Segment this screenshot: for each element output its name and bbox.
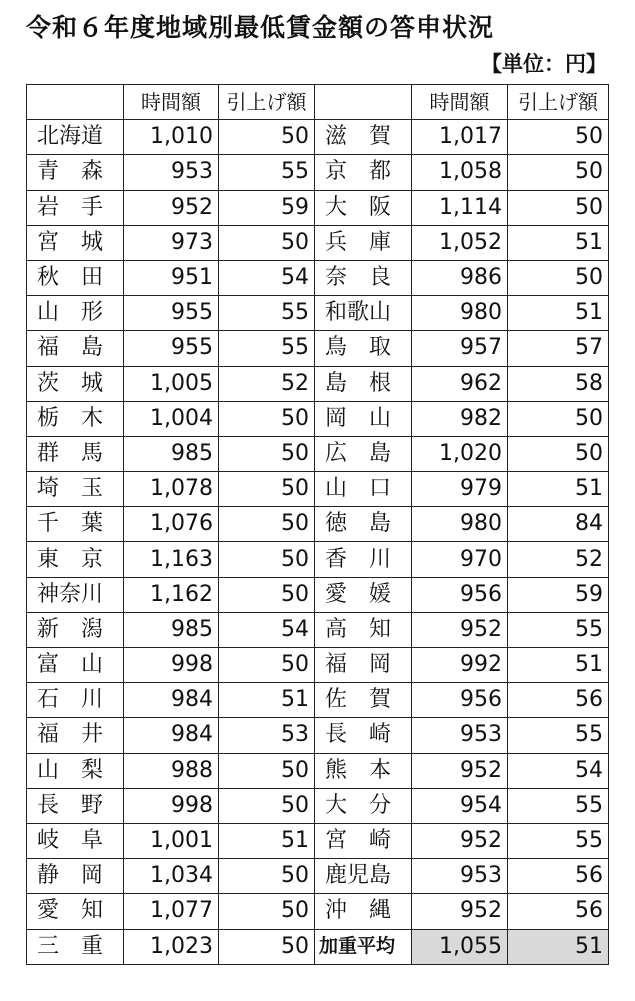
- table-row: [27, 366, 609, 401]
- table-row: [27, 612, 609, 647]
- wage-increase: 55: [508, 612, 609, 647]
- hourly-wage: 973: [124, 225, 219, 260]
- hourly-wage: 1,076: [124, 507, 219, 542]
- hourly-wage: 1,023: [124, 929, 219, 964]
- weighted-average-label: 加重平均: [315, 929, 412, 964]
- wage-increase: 53: [219, 718, 315, 753]
- prefecture-name: 島 根: [315, 366, 412, 401]
- wage-increase: 50: [219, 859, 315, 894]
- prefecture-name: 山 形: [27, 296, 124, 331]
- prefecture-name: 青 森: [27, 155, 124, 190]
- wage-increase: 50: [219, 929, 315, 964]
- wage-increase: 59: [508, 577, 609, 612]
- table-row: [27, 331, 609, 366]
- hourly-wage: 1,004: [124, 401, 219, 436]
- prefecture-name: 三 重: [27, 929, 124, 964]
- wage-increase: 51: [219, 823, 315, 858]
- prefecture-name: 東 京: [27, 542, 124, 577]
- table-row: [27, 753, 609, 788]
- wage-increase: 50: [219, 401, 315, 436]
- wage-increase: 50: [508, 436, 609, 471]
- hourly-wage: 984: [124, 683, 219, 718]
- header-hourly-left: 時間額: [124, 85, 219, 120]
- hourly-wage: 951: [124, 260, 219, 295]
- wage-increase: 54: [508, 753, 609, 788]
- hourly-wage: 988: [124, 753, 219, 788]
- wage-increase: 50: [219, 436, 315, 471]
- wage-increase: 55: [508, 788, 609, 823]
- prefecture-name: 福 島: [27, 331, 124, 366]
- hourly-wage: 982: [412, 401, 508, 436]
- wage-increase: 51: [219, 683, 315, 718]
- prefecture-name: 埼 玉: [27, 472, 124, 507]
- hourly-wage: 984: [124, 718, 219, 753]
- prefecture-name: 北海道: [27, 120, 124, 155]
- table-row: [27, 507, 609, 542]
- hourly-wage: 1,162: [124, 577, 219, 612]
- table-row: [27, 120, 609, 155]
- wage-increase: 54: [219, 260, 315, 295]
- prefecture-name: 岐 阜: [27, 823, 124, 858]
- wage-increase: 58: [508, 366, 609, 401]
- table-row: [27, 225, 609, 260]
- wage-increase: 59: [219, 190, 315, 225]
- wage-increase: 55: [219, 155, 315, 190]
- page-title: 令和６年度地域別最低賃金額の答申状況: [26, 13, 495, 42]
- wage-increase: 50: [508, 260, 609, 295]
- wage-increase: 50: [219, 225, 315, 260]
- wage-increase: 51: [508, 225, 609, 260]
- prefecture-name: 鹿児島: [315, 859, 412, 894]
- prefecture-name: 山 口: [315, 472, 412, 507]
- prefecture-name: 福 井: [27, 718, 124, 753]
- wage-increase: 56: [508, 894, 609, 929]
- prefecture-name: 佐 賀: [315, 683, 412, 718]
- hourly-wage: 1,114: [412, 190, 508, 225]
- hourly-wage: 1,052: [412, 225, 508, 260]
- prefecture-name: 沖 縄: [315, 894, 412, 929]
- hourly-wage: 953: [412, 718, 508, 753]
- wage-increase: 54: [219, 612, 315, 647]
- wage-increase: 50: [508, 190, 609, 225]
- prefecture-name: 岡 山: [315, 401, 412, 436]
- wage-increase: 51: [508, 472, 609, 507]
- weighted-average-increase: 51: [508, 929, 609, 964]
- hourly-wage: 985: [124, 436, 219, 471]
- hourly-wage: 952: [412, 612, 508, 647]
- prefecture-name: 岩 手: [27, 190, 124, 225]
- table-row: [27, 155, 609, 190]
- prefecture-name: 兵 庫: [315, 225, 412, 260]
- prefecture-name: 福 岡: [315, 648, 412, 683]
- hourly-wage: 1,010: [124, 120, 219, 155]
- wage-increase: 50: [219, 120, 315, 155]
- wage-increase: 50: [508, 401, 609, 436]
- table-row: [27, 401, 609, 436]
- table-row: [27, 436, 609, 471]
- wage-increase: 84: [508, 507, 609, 542]
- hourly-wage: 1,058: [412, 155, 508, 190]
- wage-increase: 50: [219, 577, 315, 612]
- wage-increase: 56: [508, 859, 609, 894]
- wage-increase: 50: [219, 507, 315, 542]
- prefecture-name: 愛 媛: [315, 577, 412, 612]
- hourly-wage: 955: [124, 331, 219, 366]
- wage-increase: 55: [508, 718, 609, 753]
- table-row: [27, 859, 609, 894]
- prefecture-name: 秋 田: [27, 260, 124, 295]
- hourly-wage: 956: [412, 683, 508, 718]
- header-increase-right: 引上げ額: [508, 85, 609, 120]
- wage-increase: 52: [508, 542, 609, 577]
- prefecture-name: 長 崎: [315, 718, 412, 753]
- prefecture-name: 静 岡: [27, 859, 124, 894]
- prefecture-name: 高 知: [315, 612, 412, 647]
- table-row: [27, 472, 609, 507]
- wage-increase: 55: [508, 823, 609, 858]
- hourly-wage: 1,001: [124, 823, 219, 858]
- hourly-wage: 970: [412, 542, 508, 577]
- wage-increase: 50: [508, 155, 609, 190]
- table-row: [27, 648, 609, 683]
- prefecture-name: 茨 城: [27, 366, 124, 401]
- hourly-wage: 955: [124, 296, 219, 331]
- hourly-wage: 986: [412, 260, 508, 295]
- minimum-wage-table: [26, 84, 609, 965]
- table-row: [27, 823, 609, 858]
- hourly-wage: 956: [412, 577, 508, 612]
- hourly-wage: 952: [412, 753, 508, 788]
- hourly-wage: 1,034: [124, 859, 219, 894]
- prefecture-name: 栃 木: [27, 401, 124, 436]
- table-row: [27, 296, 609, 331]
- wage-increase: 50: [219, 894, 315, 929]
- wage-increase: 50: [219, 542, 315, 577]
- table-body: [27, 120, 609, 965]
- hourly-wage: 985: [124, 612, 219, 647]
- table-row: [27, 542, 609, 577]
- prefecture-name: 群 馬: [27, 436, 124, 471]
- table-row: [27, 894, 609, 929]
- prefecture-name: 長 野: [27, 788, 124, 823]
- header-increase-left: 引上げ額: [219, 85, 315, 120]
- hourly-wage: 1,005: [124, 366, 219, 401]
- table-row: [27, 929, 609, 964]
- table-row: [27, 190, 609, 225]
- prefecture-name: 石 川: [27, 683, 124, 718]
- wage-increase: 50: [219, 788, 315, 823]
- table-row: [27, 577, 609, 612]
- prefecture-name: 千 葉: [27, 507, 124, 542]
- wage-increase: 50: [219, 648, 315, 683]
- hourly-wage: 980: [412, 296, 508, 331]
- weighted-average-hourly: 1,055: [412, 929, 508, 964]
- prefecture-name: 大 阪: [315, 190, 412, 225]
- prefecture-name: 熊 本: [315, 753, 412, 788]
- table-header-row: [27, 85, 609, 120]
- prefecture-name: 新 潟: [27, 612, 124, 647]
- prefecture-name: 山 梨: [27, 753, 124, 788]
- hourly-wage: 1,020: [412, 436, 508, 471]
- hourly-wage: 1,077: [124, 894, 219, 929]
- prefecture-name: 大 分: [315, 788, 412, 823]
- wage-increase: 56: [508, 683, 609, 718]
- prefecture-name: 京 都: [315, 155, 412, 190]
- header-blank-right: [315, 85, 412, 120]
- hourly-wage: 952: [412, 894, 508, 929]
- hourly-wage: 1,017: [412, 120, 508, 155]
- prefecture-name: 滋 賀: [315, 120, 412, 155]
- hourly-wage: 1,163: [124, 542, 219, 577]
- wage-increase: 50: [219, 472, 315, 507]
- hourly-wage: 952: [124, 190, 219, 225]
- prefecture-name: 宮 城: [27, 225, 124, 260]
- table-row: [27, 788, 609, 823]
- hourly-wage: 953: [412, 859, 508, 894]
- hourly-wage: 962: [412, 366, 508, 401]
- prefecture-name: 神奈川: [27, 577, 124, 612]
- prefecture-name: 奈 良: [315, 260, 412, 295]
- hourly-wage: 953: [124, 155, 219, 190]
- unit-label: 【単位：円】: [481, 52, 607, 76]
- hourly-wage: 998: [124, 648, 219, 683]
- wage-increase: 50: [219, 753, 315, 788]
- header-blank-left: [27, 85, 124, 120]
- prefecture-name: 宮 崎: [315, 823, 412, 858]
- wage-increase: 52: [219, 366, 315, 401]
- hourly-wage: 992: [412, 648, 508, 683]
- prefecture-name: 徳 島: [315, 507, 412, 542]
- prefecture-name: 広 島: [315, 436, 412, 471]
- hourly-wage: 957: [412, 331, 508, 366]
- table-row: [27, 260, 609, 295]
- prefecture-name: 富 山: [27, 648, 124, 683]
- table-row: [27, 718, 609, 753]
- wage-increase: 57: [508, 331, 609, 366]
- prefecture-name: 鳥 取: [315, 331, 412, 366]
- wage-increase: 50: [508, 120, 609, 155]
- prefecture-name: 香 川: [315, 542, 412, 577]
- hourly-wage: 980: [412, 507, 508, 542]
- wage-increase: 51: [508, 648, 609, 683]
- hourly-wage: 979: [412, 472, 508, 507]
- prefecture-name: 愛 知: [27, 894, 124, 929]
- wage-increase: 51: [508, 296, 609, 331]
- hourly-wage: 1,078: [124, 472, 219, 507]
- prefecture-name: 和歌山: [315, 296, 412, 331]
- wage-increase: 55: [219, 331, 315, 366]
- header-hourly-right: 時間額: [412, 85, 508, 120]
- table-row: [27, 683, 609, 718]
- wage-increase: 55: [219, 296, 315, 331]
- hourly-wage: 998: [124, 788, 219, 823]
- hourly-wage: 952: [412, 823, 508, 858]
- hourly-wage: 954: [412, 788, 508, 823]
